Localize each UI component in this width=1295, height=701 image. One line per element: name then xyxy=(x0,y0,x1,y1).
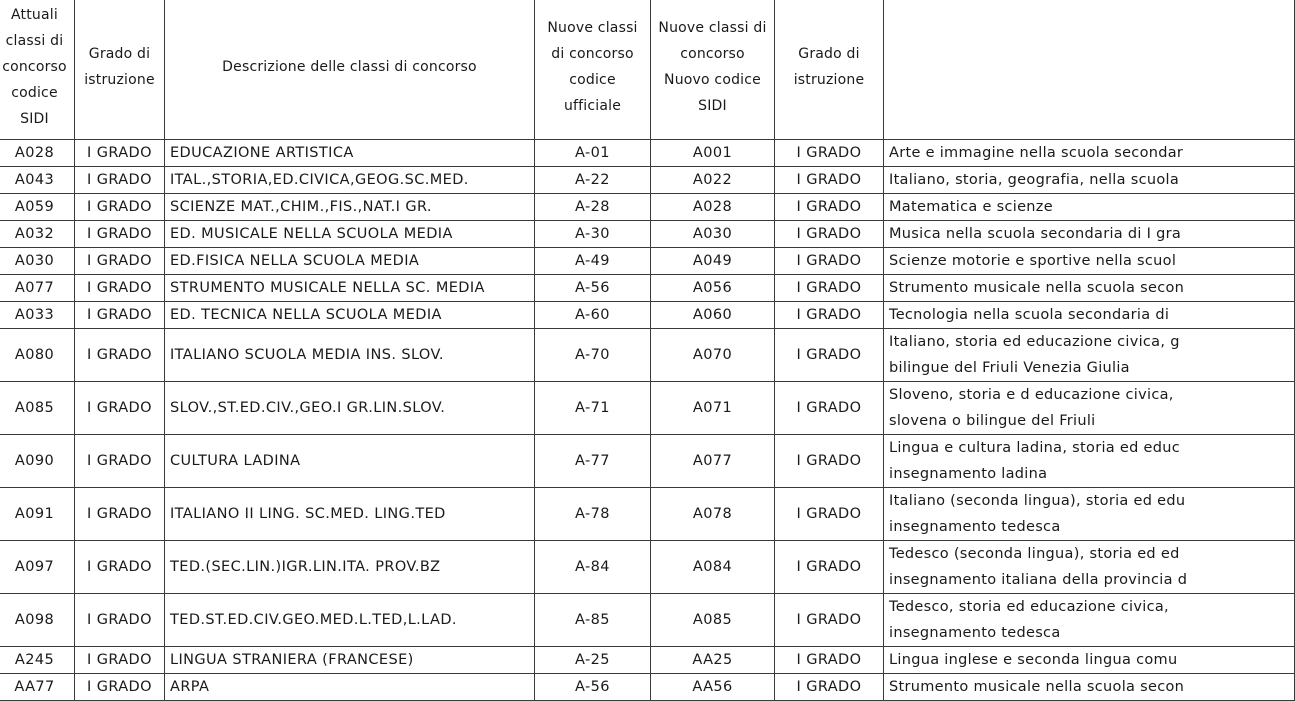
cell-description: TED.(SEC.LIN.)IGR.LIN.ITA. PROV.BZ xyxy=(165,541,535,594)
cell-new-official-code: A-49 xyxy=(535,248,651,275)
cell-new-sidi-code: A078 xyxy=(651,488,775,541)
cell-current-code: A043 xyxy=(0,167,75,194)
cell-new-description xyxy=(884,302,1295,329)
cell-grade: I GRADO xyxy=(75,488,165,541)
cell-grade-new: I GRADO xyxy=(775,275,884,302)
cell-description: ED. MUSICALE NELLA SCUOLA MEDIA xyxy=(165,221,535,248)
cell-description: ED.FISICA NELLA SCUOLA MEDIA xyxy=(165,248,535,275)
cell-description: LINGUA STRANIERA (FRANCESE) xyxy=(165,647,535,674)
cell-grade: I GRADO xyxy=(75,674,165,701)
new-description-line: Tedesco, storia ed educazione civica, xyxy=(889,599,1169,615)
table-row xyxy=(0,488,1295,541)
cell-new-description xyxy=(884,194,1295,221)
table-row xyxy=(0,194,1295,221)
cell-grade: I GRADO xyxy=(75,275,165,302)
cell-new-sidi-code: A028 xyxy=(651,194,775,221)
cell-new-sidi-code: A022 xyxy=(651,167,775,194)
cell-description: EDUCAZIONE ARTISTICA xyxy=(165,140,535,167)
cell-new-official-code: A-25 xyxy=(535,647,651,674)
cell-new-official-code: A-30 xyxy=(535,221,651,248)
cell-description: SCIENZE MAT.,CHIM.,FIS.,NAT.I GR. xyxy=(165,194,535,221)
table-body xyxy=(0,140,1295,701)
new-description-line: Tecnologia nella scuola secondaria di xyxy=(889,307,1170,323)
cell-grade: I GRADO xyxy=(75,329,165,382)
new-description-line: Strumento musicale nella scuola secon xyxy=(889,679,1185,695)
cell-new-official-code: A-77 xyxy=(535,435,651,488)
cell-current-code: A059 xyxy=(0,194,75,221)
cell-new-sidi-code: A071 xyxy=(651,382,775,435)
cell-new-official-code: A-78 xyxy=(535,488,651,541)
cell-current-code: A077 xyxy=(0,275,75,302)
table-row xyxy=(0,329,1295,382)
cell-new-description xyxy=(884,167,1295,194)
cell-grade: I GRADO xyxy=(75,541,165,594)
cell-grade: I GRADO xyxy=(75,140,165,167)
cell-new-sidi-code: A060 xyxy=(651,302,775,329)
cell-new-sidi-code: A030 xyxy=(651,221,775,248)
new-description-line: Strumento musicale nella scuola secon xyxy=(889,280,1185,296)
new-description-line: Tedesco (seconda lingua), storia ed ed xyxy=(889,546,1180,562)
cell-grade-new: I GRADO xyxy=(775,194,884,221)
cell-grade-new: I GRADO xyxy=(775,594,884,647)
new-description-line: Lingua e cultura ladina, storia ed educ xyxy=(889,440,1180,456)
cell-description: ITAL.,STORIA,ED.CIVICA,GEOG.SC.MED. xyxy=(165,167,535,194)
cell-description: CULTURA LADINA xyxy=(165,435,535,488)
cell-current-code: A098 xyxy=(0,594,75,647)
cell-new-description xyxy=(884,382,1295,435)
cell-grade-new: I GRADO xyxy=(775,382,884,435)
cell-current-code: A032 xyxy=(0,221,75,248)
cell-new-description xyxy=(884,674,1295,701)
cell-new-sidi-code: A070 xyxy=(651,329,775,382)
cell-new-official-code: A-22 xyxy=(535,167,651,194)
cell-new-description xyxy=(884,435,1295,488)
header-grade: Grado di istruzione xyxy=(75,0,165,140)
cell-new-official-code: A-84 xyxy=(535,541,651,594)
cell-new-description xyxy=(884,488,1295,541)
table-header-row xyxy=(0,0,1295,140)
cell-grade-new: I GRADO xyxy=(775,435,884,488)
header-grade-new: Grado di istruzione xyxy=(775,0,884,140)
cell-current-code: A091 xyxy=(0,488,75,541)
cell-new-sidi-code: A077 xyxy=(651,435,775,488)
cell-grade-new: I GRADO xyxy=(775,329,884,382)
cell-description: ITALIANO II LING. SC.MED. LING.TED xyxy=(165,488,535,541)
table-row xyxy=(0,140,1295,167)
new-description-line: Italiano, storia ed educazione civica, g xyxy=(889,334,1180,350)
table-row xyxy=(0,302,1295,329)
cell-description: STRUMENTO MUSICALE NELLA SC. MEDIA xyxy=(165,275,535,302)
cell-new-description xyxy=(884,594,1295,647)
new-description-line: Italiano, storia, geografia, nella scuola xyxy=(889,172,1180,188)
cell-new-sidi-code: A049 xyxy=(651,248,775,275)
table-row xyxy=(0,221,1295,248)
cell-new-sidi-code: A084 xyxy=(651,541,775,594)
cell-grade: I GRADO xyxy=(75,248,165,275)
table-row xyxy=(0,435,1295,488)
cell-grade: I GRADO xyxy=(75,302,165,329)
cell-new-sidi-code: A001 xyxy=(651,140,775,167)
table-row xyxy=(0,594,1295,647)
table-row xyxy=(0,167,1295,194)
table-row xyxy=(0,674,1295,701)
cell-new-official-code: A-71 xyxy=(535,382,651,435)
cell-new-official-code: A-28 xyxy=(535,194,651,221)
cell-description: ARPA xyxy=(165,674,535,701)
new-description-line: Matematica e scienze xyxy=(889,199,1053,215)
cell-new-description xyxy=(884,647,1295,674)
table-row xyxy=(0,382,1295,435)
cell-description: ITALIANO SCUOLA MEDIA INS. SLOV. xyxy=(165,329,535,382)
cell-new-sidi-code: A085 xyxy=(651,594,775,647)
cell-new-description xyxy=(884,329,1295,382)
table-row xyxy=(0,647,1295,674)
cell-description: SLOV.,ST.ED.CIV.,GEO.I GR.LIN.SLOV. xyxy=(165,382,535,435)
cell-new-description xyxy=(884,275,1295,302)
new-description-line: insegnamento italiana della provincia d xyxy=(889,572,1188,588)
header-new-description xyxy=(884,0,1295,140)
new-description-line: insegnamento tedesca xyxy=(889,625,1061,641)
new-description-line: insegnamento tedesca xyxy=(889,519,1061,535)
cell-new-sidi-code: AA56 xyxy=(651,674,775,701)
cell-current-code: A028 xyxy=(0,140,75,167)
cell-grade: I GRADO xyxy=(75,435,165,488)
header-current-code: Attuali classi di concorso codice SIDI xyxy=(0,0,75,140)
cell-new-sidi-code: AA25 xyxy=(651,647,775,674)
cell-grade-new: I GRADO xyxy=(775,488,884,541)
cell-new-description xyxy=(884,541,1295,594)
cell-new-description xyxy=(884,248,1295,275)
new-description-line: Scienze motorie e sportive nella scuol xyxy=(889,253,1177,269)
header-description: Descrizione delle classi di concorso xyxy=(165,0,535,140)
cell-new-official-code: A-70 xyxy=(535,329,651,382)
cell-grade: I GRADO xyxy=(75,167,165,194)
header-new-sidi-code: Nuove classi di concorso Nuovo codice SIDI xyxy=(651,0,775,140)
new-description-line: Arte e immagine nella scuola secondar xyxy=(889,145,1184,161)
header-new-official-code: Nuove classi di concorso codice ufficiale xyxy=(535,0,651,140)
cell-grade: I GRADO xyxy=(75,594,165,647)
table-row xyxy=(0,541,1295,594)
cell-new-official-code: A-85 xyxy=(535,594,651,647)
new-description-line: slovena o bilingue del Friuli xyxy=(889,413,1096,429)
cell-grade-new: I GRADO xyxy=(775,140,884,167)
cell-grade: I GRADO xyxy=(75,382,165,435)
cell-grade-new: I GRADO xyxy=(775,167,884,194)
cell-current-code: A090 xyxy=(0,435,75,488)
cell-grade-new: I GRADO xyxy=(775,302,884,329)
cell-new-official-code: A-56 xyxy=(535,275,651,302)
cell-new-official-code: A-01 xyxy=(535,140,651,167)
cell-description: ED. TECNICA NELLA SCUOLA MEDIA xyxy=(165,302,535,329)
cell-current-code: A097 xyxy=(0,541,75,594)
cell-current-code: A085 xyxy=(0,382,75,435)
cell-current-code: A033 xyxy=(0,302,75,329)
cell-grade-new: I GRADO xyxy=(775,248,884,275)
cell-grade: I GRADO xyxy=(75,194,165,221)
cell-new-official-code: A-56 xyxy=(535,674,651,701)
cell-grade: I GRADO xyxy=(75,647,165,674)
cell-grade-new: I GRADO xyxy=(775,221,884,248)
cell-current-code: AA77 xyxy=(0,674,75,701)
cell-current-code: A080 xyxy=(0,329,75,382)
table-row xyxy=(0,275,1295,302)
new-description-line: Sloveno, storia e d educazione civica, xyxy=(889,387,1174,403)
cell-grade-new: I GRADO xyxy=(775,647,884,674)
new-description-line: insegnamento ladina xyxy=(889,466,1048,482)
cell-grade-new: I GRADO xyxy=(775,674,884,701)
cell-new-description xyxy=(884,221,1295,248)
cell-current-code: A245 xyxy=(0,647,75,674)
cell-current-code: A030 xyxy=(0,248,75,275)
cell-new-description xyxy=(884,140,1295,167)
table-row xyxy=(0,248,1295,275)
cell-grade: I GRADO xyxy=(75,221,165,248)
new-description-line: Lingua inglese e seconda lingua comu xyxy=(889,652,1178,668)
new-description-line: bilingue del Friuli Venezia Giulia xyxy=(889,360,1130,376)
cell-grade-new: I GRADO xyxy=(775,541,884,594)
new-description-line: Italiano (seconda lingua), storia ed edu xyxy=(889,493,1186,509)
cell-new-sidi-code: A056 xyxy=(651,275,775,302)
cell-description: TED.ST.ED.CIV.GEO.MED.L.TED,L.LAD. xyxy=(165,594,535,647)
cell-new-official-code: A-60 xyxy=(535,302,651,329)
new-description-line: Musica nella scuola secondaria di I gra xyxy=(889,226,1182,242)
